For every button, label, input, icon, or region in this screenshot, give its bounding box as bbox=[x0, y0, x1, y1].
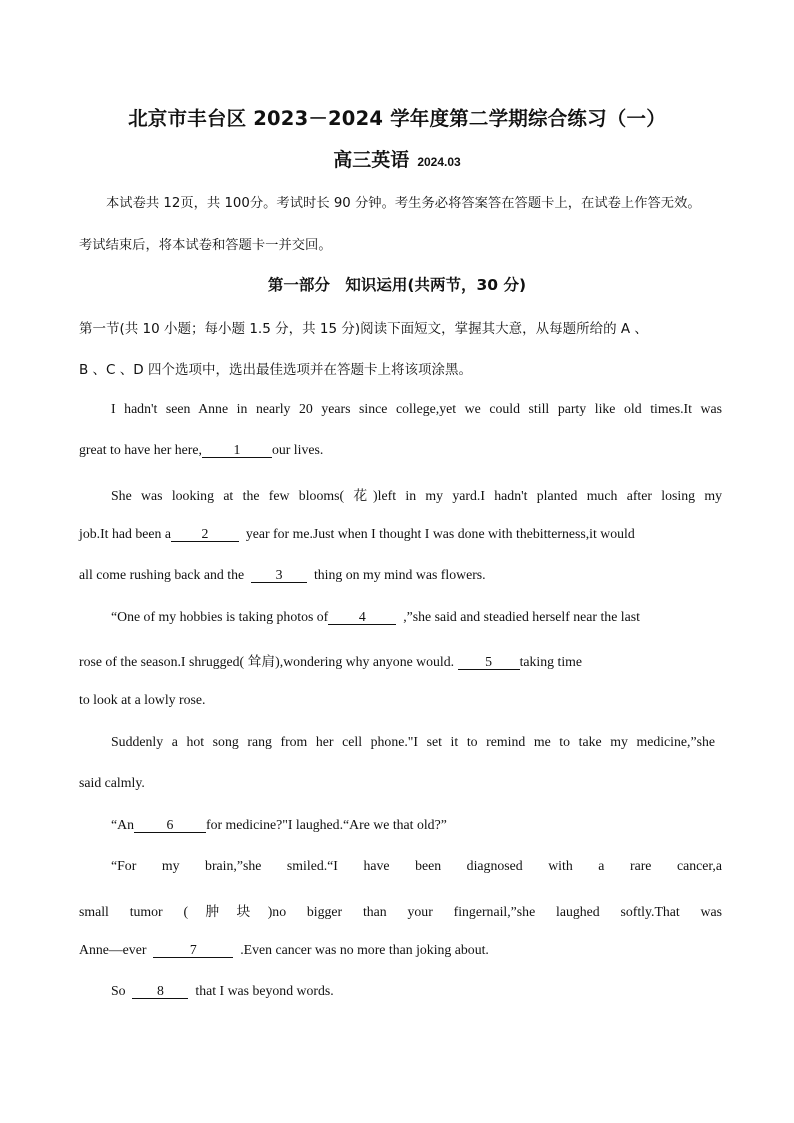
part1-title: 第一部分 知识运用(共两节，30 分) bbox=[267, 276, 527, 294]
passage-p4-line-1: Suddenly a hot song rang from her cell phone."I set it to remind me to take my medicine,”she bbox=[111, 734, 715, 749]
exam-date: 2024.03 bbox=[417, 155, 461, 169]
passage-p1-line-2 bbox=[79, 442, 323, 458]
passage-p2-line-2 bbox=[79, 526, 635, 542]
text-segment: .Even cancer was no more than joking about. bbox=[240, 942, 489, 957]
blank-2: 2 bbox=[171, 527, 239, 542]
intro-line-2: 考试结束后，将本试卷和答题卡一并交回。 bbox=[79, 238, 332, 253]
text-segment: great to have her here, bbox=[79, 442, 202, 457]
text-segment: taking time bbox=[519, 654, 583, 669]
instruction-line-1: 第一节(共 10 小题；每小题 1.5 分，共 15 分)阅读下面短文，掌握其大意，从每题所给的 A 、 bbox=[79, 321, 648, 337]
text-segment: ,”she said and steadied herself near the last bbox=[403, 609, 640, 624]
text-segment: Anne—ever bbox=[79, 942, 147, 957]
blank-3: 3 bbox=[251, 568, 307, 583]
passage-p6-line-2: small tumor (肿块)no bigger than your fingernail,”she laughed softly.That was bbox=[79, 904, 722, 919]
text-segment: rose of the season.I shrugged( 耸肩),wondering why anyone would. bbox=[79, 654, 455, 669]
passage-p4-line-2: said calmly. bbox=[79, 775, 145, 790]
text-segment: job.It had been a bbox=[79, 526, 171, 541]
passage-p3-line-2 bbox=[79, 650, 582, 670]
text-segment: our lives. bbox=[271, 442, 324, 457]
subject-label: 高三英语 bbox=[333, 149, 410, 171]
text-segment: that I was beyond words. bbox=[195, 983, 334, 998]
passage-p2-line-1: She was looking at the few blooms( 花)left in my yard.I hadn't planted much after losing my bbox=[111, 488, 722, 503]
text-segment: thing on my mind was flowers. bbox=[313, 567, 486, 582]
exam-title: 北京市丰台区 2023－2024 学年度第二学期综合练习（一） bbox=[128, 107, 666, 130]
text-segment: for medicine?"I laughed.“Are we that old?” bbox=[206, 817, 447, 832]
text-segment: “An bbox=[111, 817, 134, 832]
passage-p1-line-1: I hadn't seen Anne in nearly 20 years since college,yet we could still party like old times.It was bbox=[111, 401, 722, 416]
passage-p6-line-3 bbox=[79, 942, 489, 958]
blank-4: 4 bbox=[328, 610, 396, 625]
passage-p3-line-1 bbox=[111, 609, 640, 625]
blank-6: 6 bbox=[134, 818, 206, 833]
passage-p5-line-1 bbox=[111, 817, 447, 833]
instruction-line-2: B 、C 、D 四个选项中，选出最佳选项并在答题卡上将该项涂黑。 bbox=[79, 362, 472, 378]
passage-p2-line-3 bbox=[79, 567, 486, 583]
passage-p3-line-3: to look at a lowly rose. bbox=[79, 692, 206, 707]
passage-p7-line-1 bbox=[111, 983, 334, 999]
intro-line-1: 本试卷共 12页，共 100分。考试时长 90 分钟。考生务必将答案答在答题卡上，在试卷上作答无效。 bbox=[106, 196, 701, 211]
blank-1: 1 bbox=[202, 443, 272, 458]
blank-5: 5 bbox=[458, 655, 520, 670]
text-segment: So bbox=[111, 983, 126, 998]
text-segment: all come rushing back and the bbox=[79, 567, 245, 582]
blank-7: 7 bbox=[153, 943, 233, 958]
blank-8: 8 bbox=[132, 984, 188, 999]
text-segment: year for me.Just when I thought I was done with thebitterness,it would bbox=[245, 526, 635, 541]
passage-p6-line-1: “For my brain,”she smiled.“I have been diagnosed with a rare cancer,a bbox=[111, 858, 722, 873]
exam-subtitle bbox=[0, 145, 794, 172]
text-segment: “One of my hobbies is taking photos of bbox=[111, 609, 329, 624]
